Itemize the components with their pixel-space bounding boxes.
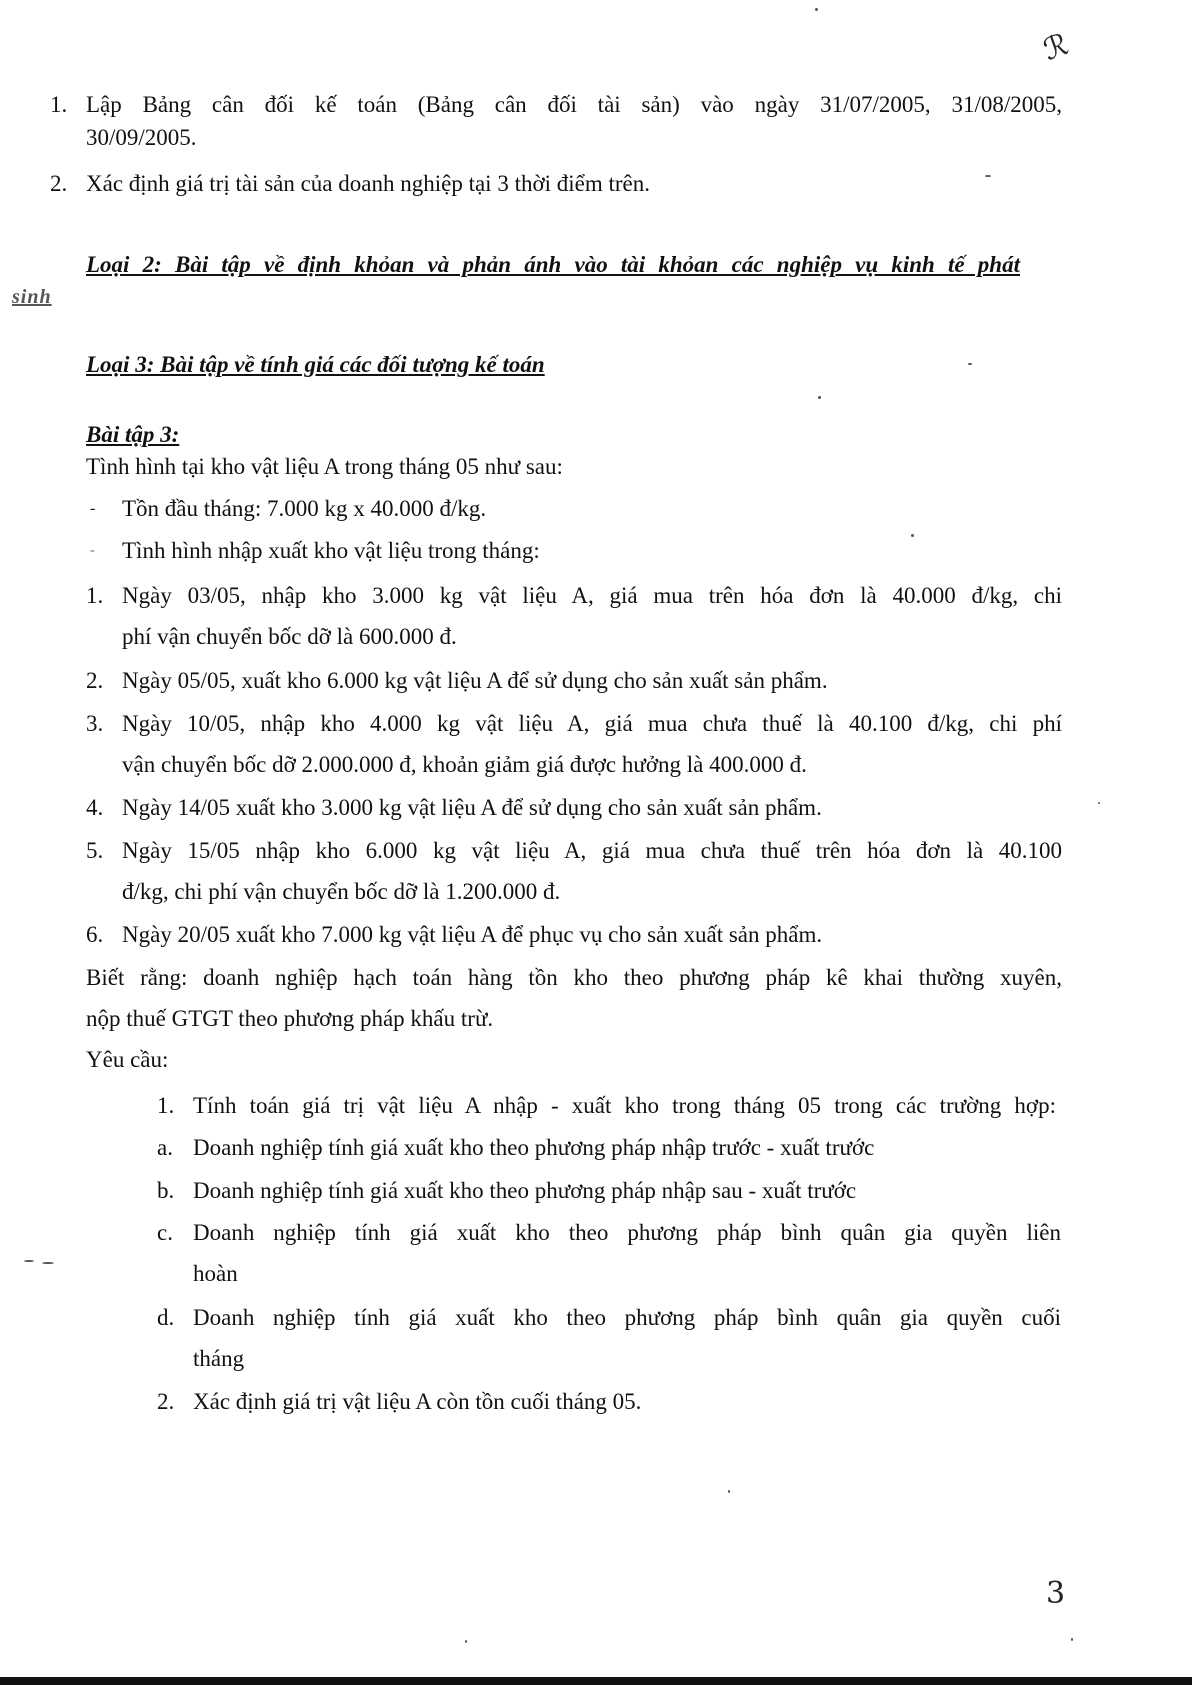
req-d-line2: tháng xyxy=(193,1346,245,1371)
top-req-2-number: 2. xyxy=(50,171,68,196)
exercise-title: Bài tập 3: xyxy=(86,422,180,447)
transaction-5-number: 5. xyxy=(86,838,104,863)
scan-speck xyxy=(911,534,914,537)
scan-speck xyxy=(985,175,991,177)
section2-heading-continuation: sinh xyxy=(12,286,52,308)
requirements-label: Yêu cầu: xyxy=(86,1047,169,1072)
scan-speck xyxy=(968,363,972,365)
transaction-2-number: 2. xyxy=(86,668,104,693)
top-req-1-number: 1. xyxy=(50,92,68,117)
req-d-letter: d. xyxy=(157,1305,175,1330)
transaction-1-line1: Ngày 03/05, nhập kho 3.000 kg vật liệu A, giá mua trên hóa đơn là 40.000 đ/kg, chi xyxy=(122,583,1062,608)
transaction-4-line1: Ngày 14/05 xuất kho 3.000 kg vật liệu A để sử dụng cho sản xuất sản phẩm. xyxy=(122,795,822,820)
req-1-line1: Tính toán giá trị vật liệu A nhập - xuất kho trong tháng 05 trong các trường hợp: xyxy=(193,1093,1056,1118)
req-b-line1: Doanh nghiệp tính giá xuất kho theo phương pháp nhập sau - xuất trước xyxy=(193,1178,857,1203)
corner-handwritten-mark: ℛ xyxy=(1038,26,1074,69)
bullet-2-mark: - xyxy=(90,543,95,558)
req-a-letter: a. xyxy=(157,1135,173,1160)
transaction-5-line2: đ/kg, chi phí vận chuyển bốc dỡ là 1.200.000 đ. xyxy=(122,879,561,904)
req-b-letter: b. xyxy=(157,1178,175,1203)
req-1-number: 1. xyxy=(157,1093,175,1118)
scan-speck xyxy=(24,1260,34,1262)
exercise-intro: Tình hình tại kho vật liệu A trong tháng 05 như sau: xyxy=(86,454,563,479)
top-req-1-line1: Lập Bảng cân đối kế toán (Bảng cân đối tài sản) vào ngày 31/07/2005, 31/08/2005, xyxy=(86,92,1062,117)
transaction-6-line1: Ngày 20/05 xuất kho 7.000 kg vật liệu A để phục vụ cho sản xuất sản phẩm. xyxy=(122,922,823,947)
transaction-2-line1: Ngày 05/05, xuất kho 6.000 kg vật liệu A để sử dụng cho sản xuất sản phẩm. xyxy=(122,668,828,693)
transaction-6-number: 6. xyxy=(86,922,104,947)
page-number-handwritten: 3 xyxy=(1046,1576,1066,1611)
transaction-4-number: 4. xyxy=(86,795,104,820)
section2-heading: Loại 2: Bài tập về định khỏan và phản ánh vào tài khỏan các nghiệp vụ kinh tế phát xyxy=(86,252,1020,277)
transaction-1-line2: phí vận chuyển bốc dỡ là 600.000 đ. xyxy=(122,624,457,649)
transaction-1-number: 1. xyxy=(86,583,104,608)
req-c-line2: hoàn xyxy=(193,1261,238,1286)
top-req-2-line1: Xác định giá trị tài sản của doanh nghiệp tại 3 thời điểm trên. xyxy=(86,171,651,196)
note-line1: Biết rằng: doanh nghiệp hạch toán hàng tồn kho theo phương pháp kê khai thường xuyên, xyxy=(86,965,1062,990)
top-req-1-line2: 30/09/2005. xyxy=(86,125,197,150)
req-d-line1: Doanh nghiệp tính giá xuất kho theo phương pháp bình quân gia quyền cuối xyxy=(193,1305,1061,1330)
scan-speck xyxy=(815,8,818,11)
req-2-number: 2. xyxy=(157,1389,175,1414)
bullet-2-text: Tình hình nhập xuất kho vật liệu trong tháng: xyxy=(122,538,540,563)
req-c-line1: Doanh nghiệp tính giá xuất kho theo phương pháp bình quân gia quyền liên xyxy=(193,1220,1061,1245)
section3-heading: Loại 3: Bài tập về tính giá các đối tượng kế toán xyxy=(86,352,545,377)
scan-speck xyxy=(1071,1638,1073,1641)
req-a-line1: Doanh nghiệp tính giá xuất kho theo phương pháp nhập trước - xuất trước xyxy=(193,1135,875,1160)
scan-speck xyxy=(465,1640,467,1643)
bullet-1-text: Tồn đầu tháng: 7.000 kg x 40.000 đ/kg. xyxy=(122,496,487,521)
transaction-3-line2: vận chuyển bốc dỡ 2.000.000 đ, khoản giảm giá được hưởng là 400.000 đ. xyxy=(122,752,807,777)
req-c-letter: c. xyxy=(157,1220,173,1245)
scan-speck xyxy=(818,396,821,399)
req-2-line1: Xác định giá trị vật liệu A còn tồn cuối tháng 05. xyxy=(193,1389,642,1414)
scan-speck xyxy=(42,1262,54,1264)
note-line2: nộp thuế GTGT theo phương pháp khấu trừ. xyxy=(86,1006,494,1031)
scan-speck xyxy=(1098,802,1100,804)
scan-bottom-edge xyxy=(0,1677,1192,1685)
transaction-3-line1: Ngày 10/05, nhập kho 4.000 kg vật liệu A, giá mua chưa thuế là 40.100 đ/kg, chi phí xyxy=(122,711,1062,736)
bullet-1-mark: - xyxy=(90,500,96,517)
transaction-3-number: 3. xyxy=(86,711,104,736)
transaction-5-line1: Ngày 15/05 nhập kho 6.000 kg vật liệu A, giá mua chưa thuế trên hóa đơn là 40.100 xyxy=(122,838,1062,863)
scan-speck xyxy=(728,1490,730,1493)
